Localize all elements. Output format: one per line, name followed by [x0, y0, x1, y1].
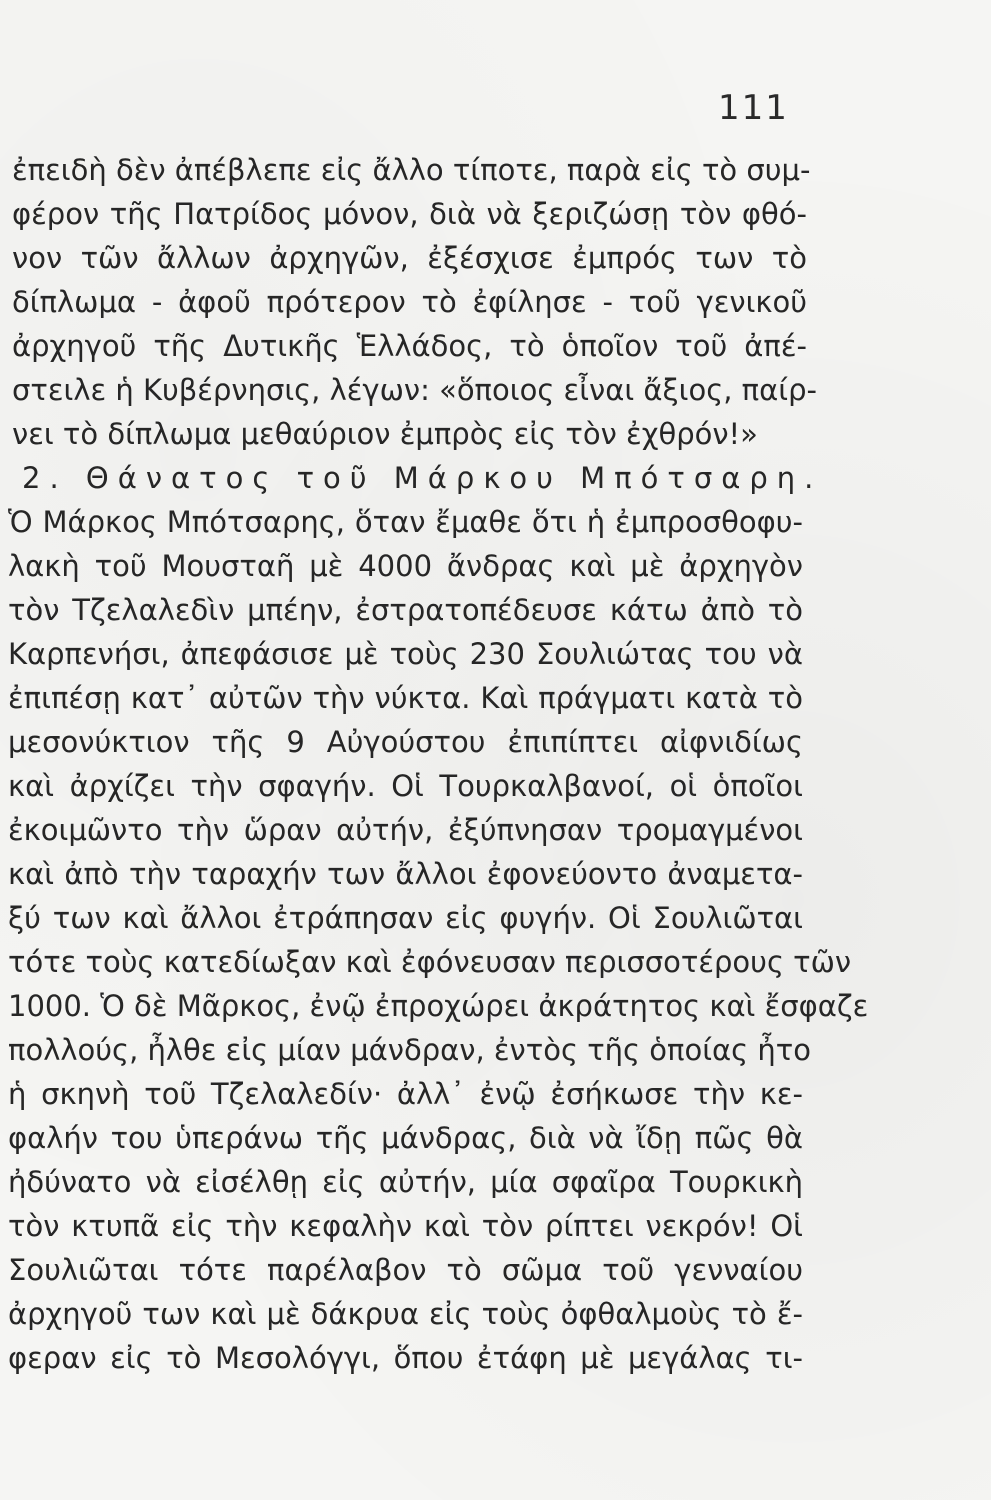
text-line: Καρπενήσι, ἀπεφάσισε μὲ τοὺς 230 Σουλιώτας του νὰ: [8, 637, 803, 671]
text-line: ἀρχηγοῦ τῆς Δυτικῆς Ἑλλάδος, τὸ ὁποῖον τοῦ ἀπέ-: [12, 329, 807, 363]
text-line: καὶ ἀπὸ τὴν ταραχήν των ἄλλοι ἐφονεύοντο ἀναμετα-: [8, 857, 803, 891]
text-line: στειλε ἡ Κυβέρνησις, λέγων: «ὅποιος εἶναι ἄξιος, παίρ-: [12, 373, 817, 407]
text-line: τὸν Τζελαλεδὶν μπέην, ἐστρατοπέδευσε κάτω ἀπὸ τὸ: [8, 593, 803, 627]
text-line: ἐπειδὴ δὲν ἀπέβλεπε εἰς ἄλλο τίποτε, παρὰ εἰς τὸ συμ-: [12, 153, 811, 187]
text-line: τότε τοὺς κατεδίωξαν καὶ ἐφόνευσαν περισσοτέρους τῶν: [8, 945, 852, 979]
text-line: ἠδύνατο νὰ εἰσέλθῃ εἰς αὐτήν, μία σφαῖρα Τουρκικὴ: [8, 1165, 803, 1199]
text-line: λακὴ τοῦ Μουσταῆ μὲ 4000 ἄνδρας καὶ μὲ ἀρχηγὸν: [8, 549, 803, 583]
text-line: Ὁ Μάρκος Μπότσαρης, ὅταν ἔμαθε ὅτι ἡ ἐμπροσθοφυ-: [8, 505, 803, 539]
text-line: νον τῶν ἄλλων ἀρχηγῶν, ἐξέσχισε ἐμπρός των τὸ: [12, 241, 807, 275]
text-line: Σουλιῶται τότε παρέλαβον τὸ σῶμα τοῦ γενναίου: [8, 1253, 803, 1287]
text-line: μεσονύκτιον τῆς 9 Αὐγούστου ἐπιπίπτει αἰφνιδίως: [8, 725, 803, 759]
text-line: ἡ σκηνὴ τοῦ Τζελαλεδίν· ἀλλ᾿ ἐνῷ ἐσήκωσε τὴν κε-: [8, 1077, 803, 1111]
text-line: ξύ των καὶ ἄλλοι ἐτράπησαν εἰς φυγήν. Οἱ Σουλιῶται: [8, 901, 803, 935]
section-heading: 2. Θάνατος τοῦ Μάρκου Μπότσαρη.: [22, 461, 823, 495]
text-line: καὶ ἀρχίζει τὴν σφαγήν. Οἱ Τουρκαλβανοί, οἱ ὁποῖοι: [8, 769, 803, 803]
text-line: φεραν εἰς τὸ Μεσολόγγι, ὅπου ἐτάφη μὲ μεγάλας τι-: [8, 1341, 803, 1375]
text-line: 1000. Ὁ δὲ Μᾶρκος, ἐνῷ ἐπροχώρει ἀκράτητος καὶ ἔσφαζε: [8, 989, 869, 1023]
text-line: φαλήν του ὑπεράνω τῆς μάνδρας, διὰ νὰ ἴδῃ πῶς θὰ: [8, 1121, 803, 1155]
text-line: ἐκοιμῶντο τὴν ὥραν αὐτήν, ἐξύπνησαν τρομαγμένοι: [8, 813, 803, 847]
text-line: ἐπιπέσῃ κατ᾿ αὐτῶν τὴν νύκτα. Καὶ πράγματι κατὰ τὸ: [8, 681, 803, 715]
page-number: 111: [718, 88, 789, 128]
text-line: φέρον τῆς Πατρίδος μόνον, διὰ νὰ ξεριζώσῃ τὸν φθό-: [12, 197, 807, 231]
text-line: νει τὸ δίπλωμα μεθαύριον ἐμπρὸς εἰς τὸν ἐχθρόν!»: [12, 417, 758, 451]
text-line: πολλούς, ἦλθε εἰς μίαν μάνδραν, ἐντὸς τῆς ὁποίας ἦτο: [8, 1033, 811, 1067]
text-line: ἀρχηγοῦ των καὶ μὲ δάκρυα εἰς τοὺς ὀφθαλμοὺς τὸ ἔ-: [8, 1297, 803, 1331]
text-line: τὸν κτυπᾶ εἰς τὴν κεφαλὴν καὶ τὸν ρίπτει νεκρόν! Οἱ: [8, 1209, 803, 1243]
text-line: δίπλωμα - ἀφοῦ πρότερον τὸ ἐφίλησε - τοῦ γενικοῦ: [12, 285, 807, 319]
